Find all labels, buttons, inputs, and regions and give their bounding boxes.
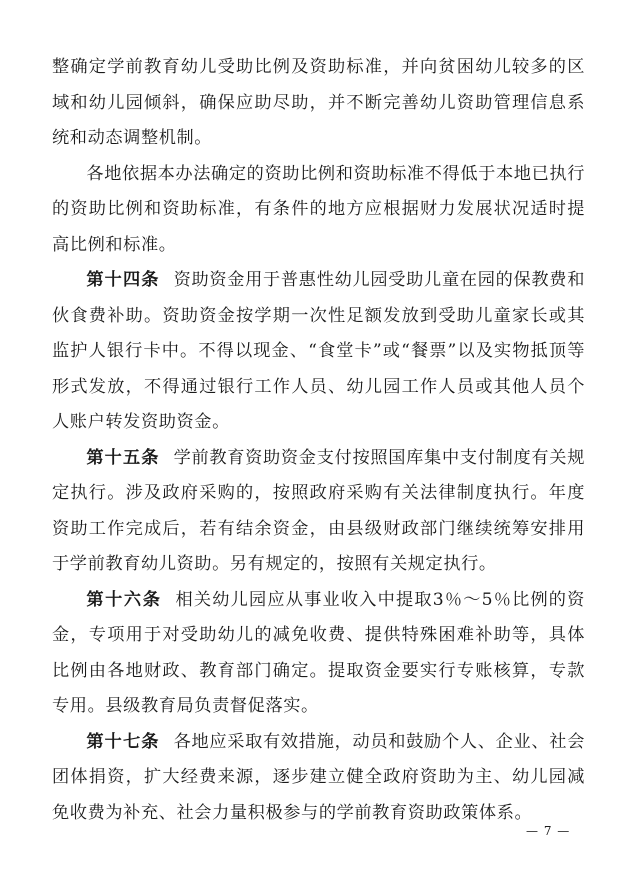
paragraph-text: 整确定学前教育幼儿受助比例及资助标准，并向贫困幼儿较多的区域和幼儿园倾斜，确保应助尽助，并不断完善幼儿资助管理信息系统和动态调整机制。 [52,57,585,148]
article-17 [52,725,585,832]
article-label: 第十四条 [86,270,160,290]
article-16 [52,583,585,725]
paragraph-ratio-standard [52,157,585,264]
article-text: 相关幼儿园应从事业收入中提取3％～5％比例的资金，专项用于对受助幼儿的减免收费、提供特殊困难补助等，具体比例由各地财政、教育部门确定。提取资金要实行专账核算，专款专用。县级教育局负责督促落实。 [52,589,585,716]
article-label: 第十六条 [86,589,162,610]
document-body [52,50,585,831]
article-label: 第十七条 [86,731,160,752]
article-text: 资助资金用于普惠性幼儿园受助儿童在园的保教费和伙食费补助。资助资金按学期一次性足额发放到受助儿童家长或其监护人银行卡中。不得以现金、“食堂卡”或“餐票”以及实物抵顶等形式发放，不得通过银行工作人员、幼儿园工作人员或其他人员个人账户转发资助资金。 [52,270,585,432]
article-text: 学前教育资助资金支付按照国库集中支付制度有关规定执行。涉及政府采购的，按照政府采购有关法律制度执行。年度资助工作完成后，若有结余资金，由县级财政部门继续统筹安排用于学前教育幼儿资助。另有规定的，按照有关规定执行。 [52,447,585,574]
paragraph-text: 各地依据本办法确定的资助比例和资助标准不得低于本地已执行的资助比例和资助标准，有条件的地方应根据财力发展状况适时提高比例和标准。 [52,163,585,255]
paragraph-continuation [52,50,585,157]
page-number: — 7 — [526,824,571,838]
article-text: 各地应采取有效措施，动员和鼓励个人、企业、社会团体捐资，扩大经费来源，逐步建立健全政府资助为主、幼儿园减免收费为补充、社会力量积极参与的学前教育资助政策体系。 [52,731,585,823]
article-label: 第十五条 [86,447,160,468]
article-15 [52,441,585,583]
article-14 [52,263,585,441]
